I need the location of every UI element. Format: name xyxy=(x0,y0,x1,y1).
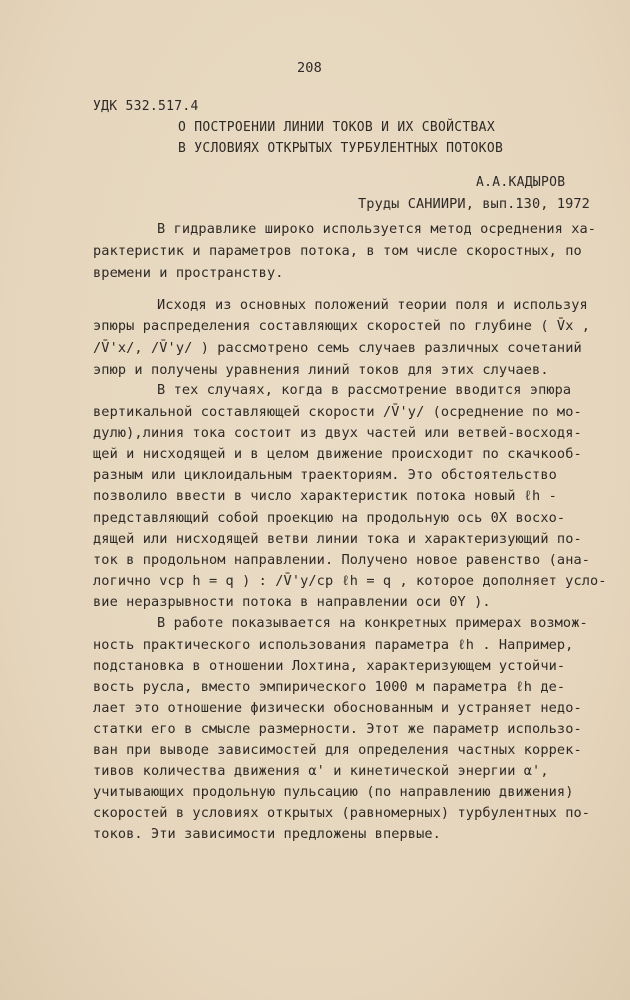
body-line: тивов количества движения α' и кинетической энергии α', xyxy=(93,763,549,779)
title-line-1: О ПОСТРОЕНИИ ЛИНИИ ТОКОВ И ИХ СВОЙСТВАХ xyxy=(178,120,495,135)
body-line: вость русла, вместо эмпирического 1000 м параметра ℓh де- xyxy=(93,679,566,695)
body-line: токов. Эти зависимости предложены впервые. xyxy=(93,826,441,842)
body-line: логично vср h = q ) : /V̄'y/ср ℓh = q , которое дополняет усло- xyxy=(93,573,607,589)
body-line: дулю),линия тока состоит из двух частей или ветвей-восходя- xyxy=(93,425,582,441)
body-line: Исходя из основных положений теории поля и используя xyxy=(157,297,588,313)
body-line: ность практического использования параметра ℓh . Например, xyxy=(93,637,574,653)
body-line: подстановка в отношении Лохтина, характеризующем устойчи- xyxy=(93,658,566,674)
body-line: рактеристик и параметров потока, в том числе скоростных, по xyxy=(93,243,582,259)
body-line: эпюры распределения составляющих скоростей по глубине ( V̄x , xyxy=(93,318,591,334)
body-line: В тех случаях, когда в рассмотрение вводится эпюра xyxy=(157,382,572,398)
body-line: времени и пространству. xyxy=(93,265,284,281)
body-line: учитывающих продольную пульсацию (по направлению движения) xyxy=(93,784,574,800)
body-line: щей и нисходящей и в целом движение происходит по скачкооб- xyxy=(93,446,582,462)
body-line: /V̄'x/, /V̄'y/ ) рассмотрено семь случаев различных сочетаний xyxy=(93,340,582,356)
body-line: дящей или нисходящей ветви линии тока и характеризующий по- xyxy=(93,531,582,547)
body-line: лает это отношение физически обоснованным и устраняет недо- xyxy=(93,700,582,716)
author: А.А.КАДЫРОВ xyxy=(476,175,566,190)
body-line: статки его в смысле размерности. Этот же параметр использо- xyxy=(93,721,582,737)
body-line: вие неразрывности потока в направлении оси 0Y ). xyxy=(93,594,491,610)
body-line: разным или циклоидальным траекториям. Это обстоятельство xyxy=(93,467,557,483)
page-number: 208 xyxy=(297,60,322,76)
body-line: вертикальной составляющей скорости /V̄'y/ (осреднение по мо- xyxy=(93,404,582,420)
body-line: В работе показывается на конкретных примерах возмож- xyxy=(157,615,588,631)
body-line: скоростей в условиях открытых (равномерных) турбулентных по- xyxy=(93,805,591,821)
source-citation: Труды САНИИРИ, вып.130, 1972 xyxy=(358,196,590,212)
title-line-2: В УСЛОВИЯХ ОТКРЫТЫХ ТУРБУЛЕНТНЫХ ПОТОКОВ xyxy=(178,141,504,156)
body-line: В гидравлике широко используется метод осреднения ха- xyxy=(157,221,597,237)
body-line: ван при выводе зависимостей для определения частных коррек- xyxy=(93,742,582,758)
udk-code: УДК 532.517.4 xyxy=(93,99,199,114)
body-line: представляющий собой проекцию на продольную ось 0X восхо- xyxy=(93,510,566,526)
body-line: позволило ввести в число характеристик потока новый ℓh - xyxy=(93,488,557,504)
body-line: ток в продольном направлении. Получено новое равенство (ана- xyxy=(93,552,591,568)
body-line: эпюр и получены уравнения линий токов для этих случаев. xyxy=(93,362,549,378)
